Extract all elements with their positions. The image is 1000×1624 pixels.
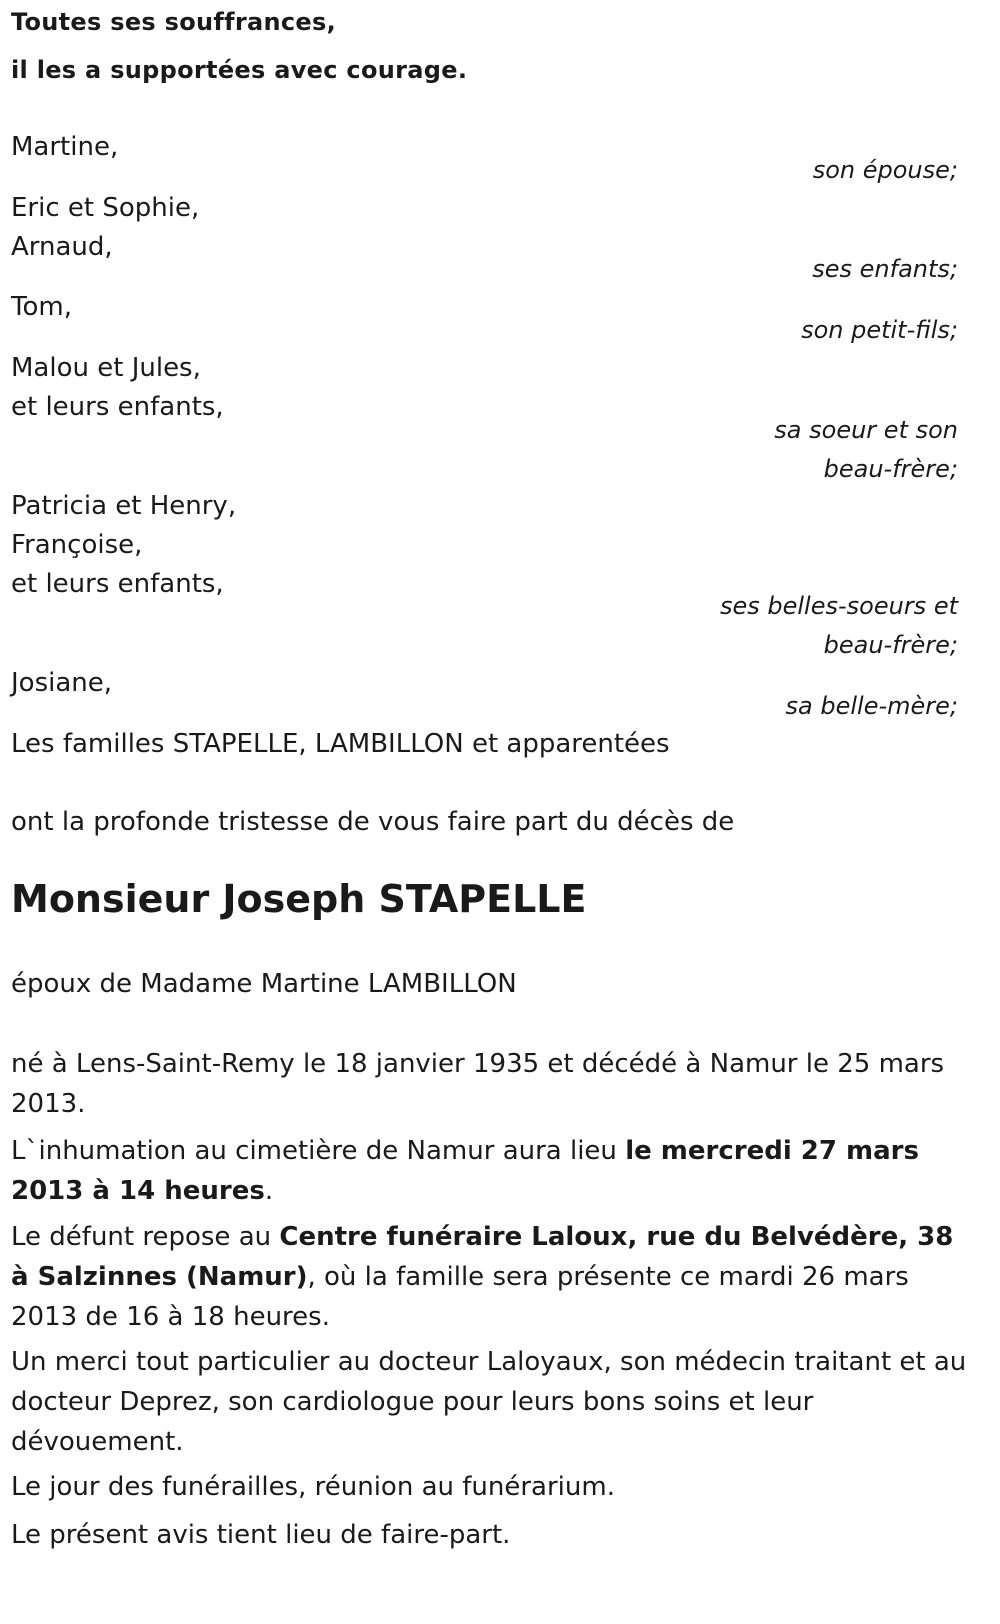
family-name-leurs-enfants-2: et leurs enfants, — [11, 569, 224, 599]
birth-death-paragraph: né à Lens-Saint-Remy le 18 janvier 1935 et décédé à Namur le 25 mars 2013. — [11, 1049, 945, 1119]
role-epouse: son épouse; — [812, 156, 958, 184]
intro-line-1: Toutes ses souffrances, — [11, 8, 337, 36]
family-name-josiane: Josiane, — [11, 668, 113, 698]
repose-location: Centre funéraire Laloux, rue du Belvédère, 38 à Salzinnes (Namur) — [11, 1222, 954, 1292]
burial-suffix: . — [264, 1176, 274, 1206]
repose-suffix: , où la famille sera présente ce mardi 26 mars 2013 de 16 à 18 heures. — [11, 1262, 909, 1332]
repose-prefix: Le défunt repose au — [11, 1222, 280, 1252]
role-soeur-line-2: beau-frère; — [823, 455, 958, 483]
announcement-text: ont la profonde tristesse de vous faire part du décès de — [11, 807, 735, 837]
family-name-eric-sophie: Eric et Sophie, — [11, 193, 200, 223]
family-names-familles: Les familles STAPELLE, LAMBILLON et apparentées — [11, 729, 670, 759]
family-name-martine: Martine, — [11, 132, 119, 162]
spouse-line: époux de Madame Martine LAMBILLON — [11, 969, 517, 999]
burial-date: le mercredi 27 mars 2013 à 14 heures — [11, 1136, 919, 1206]
role-enfants: ses enfants; — [812, 255, 958, 283]
role-belles-soeurs-line-1: ses belles-soeurs et — [719, 592, 958, 620]
deceased-name: Monsieur Joseph STAPELLE — [11, 877, 587, 921]
repose-paragraph — [11, 1217, 976, 1337]
burial-prefix: L`inhumation au cimetière de Namur aura lieu — [11, 1136, 626, 1166]
burial-paragraph — [11, 1131, 976, 1211]
role-soeur-line-1: sa soeur et son — [774, 416, 958, 444]
family-name-francoise: Françoise, — [11, 530, 143, 560]
family-name-tom: Tom, — [11, 292, 72, 322]
family-name-patricia-henry: Patricia et Henry, — [11, 491, 237, 521]
reunion-paragraph: Le jour des funérailles, réunion au funérarium. — [11, 1472, 615, 1502]
role-petit-fils: son petit-fils; — [801, 316, 958, 344]
thanks-paragraph: Un merci tout particulier au docteur Laloyaux, son médecin traitant et au docteur Deprez, son cardiologue pour leurs bons soins et leur dévouement. — [11, 1347, 967, 1457]
intro-line-2: il les a supportées avec courage. — [11, 56, 468, 84]
family-name-malou-jules: Malou et Jules, — [11, 353, 201, 383]
role-belles-soeurs-line-2: beau-frère; — [823, 631, 958, 659]
family-name-leurs-enfants-1: et leurs enfants, — [11, 392, 224, 422]
notice-paragraph: Le présent avis tient lieu de faire-part. — [11, 1520, 511, 1550]
family-name-arnaud: Arnaud, — [11, 232, 113, 262]
role-belle-mere: sa belle-mère; — [785, 692, 958, 720]
